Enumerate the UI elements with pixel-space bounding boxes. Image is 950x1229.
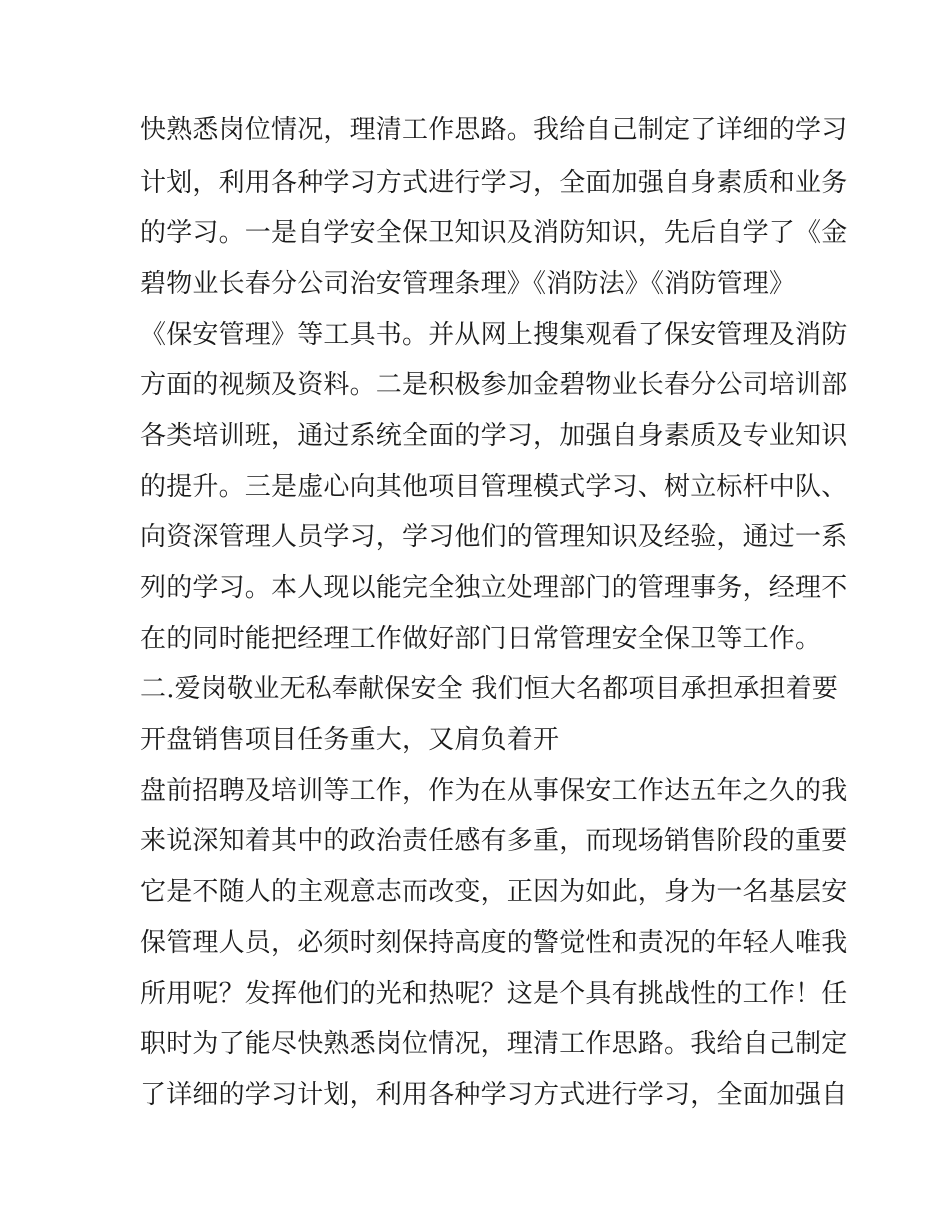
text-line: 在的同时能把经理工作做好部门日常管理安全保卫等工作。	[140, 624, 822, 654]
text-line: 向资深管理人员学习，学习他们的管理知识及经验，通过一系	[140, 522, 848, 552]
text-line: 计划，利用各种学习方式进行学习，全面加强自身素质和业务	[140, 168, 848, 198]
text-line: 保管理人员，必须时刻保持高度的警觉性和责况的年轻人唯我	[140, 928, 848, 958]
text-line: 所用呢？发挥他们的光和热呢？这是个具有挑战性的工作！任	[140, 979, 848, 1009]
text-line: 开盘销售项目任务重大，又肩负着开	[140, 725, 560, 755]
text-line: 方面的视频及资料。二是积极参加金碧物业长春分公司培训部	[140, 370, 848, 400]
text-line: 来说深知着其中的政治责任感有多重，而现场销售阶段的重要	[140, 826, 848, 856]
text-line: 快熟悉岗位情况，理清工作思路。我给自己制定了详细的学习	[140, 115, 848, 145]
text-line: 《保安管理》等工具书。并从网上搜集观看了保安管理及消防	[140, 320, 848, 350]
text-line: 的学习。一是自学安全保卫知识及消防知识，先后自学了《金	[140, 218, 848, 248]
section-heading: 二.爱岗敬业无私奉献保安全 我们恒大名都项目承担承担着要	[140, 674, 839, 704]
text-line: 盘前招聘及培训等工作，作为在从事保安工作达五年之久的我	[140, 776, 848, 806]
text-line: 职时为了能尽快熟悉岗位情况，理清工作思路。我给自己制定	[140, 1029, 848, 1059]
text-line: 了详细的学习计划，利用各种学习方式进行学习，全面加强自	[140, 1080, 848, 1110]
text-line: 各类培训班，通过系统全面的学习，加强自身素质及专业知识	[140, 421, 848, 451]
text-line: 它是不随人的主观意志而改变，正因为如此，身为一名基层安	[140, 877, 848, 907]
text-line: 碧物业长春分公司治安管理条理》《消防法》《消防管理》	[140, 269, 796, 299]
text-line: 列的学习。本人现以能完全独立处理部门的管理事务，经理不	[140, 573, 848, 603]
text-line: 的提升。三是虚心向其他项目管理模式学习、树立标杆中队、	[140, 472, 848, 502]
